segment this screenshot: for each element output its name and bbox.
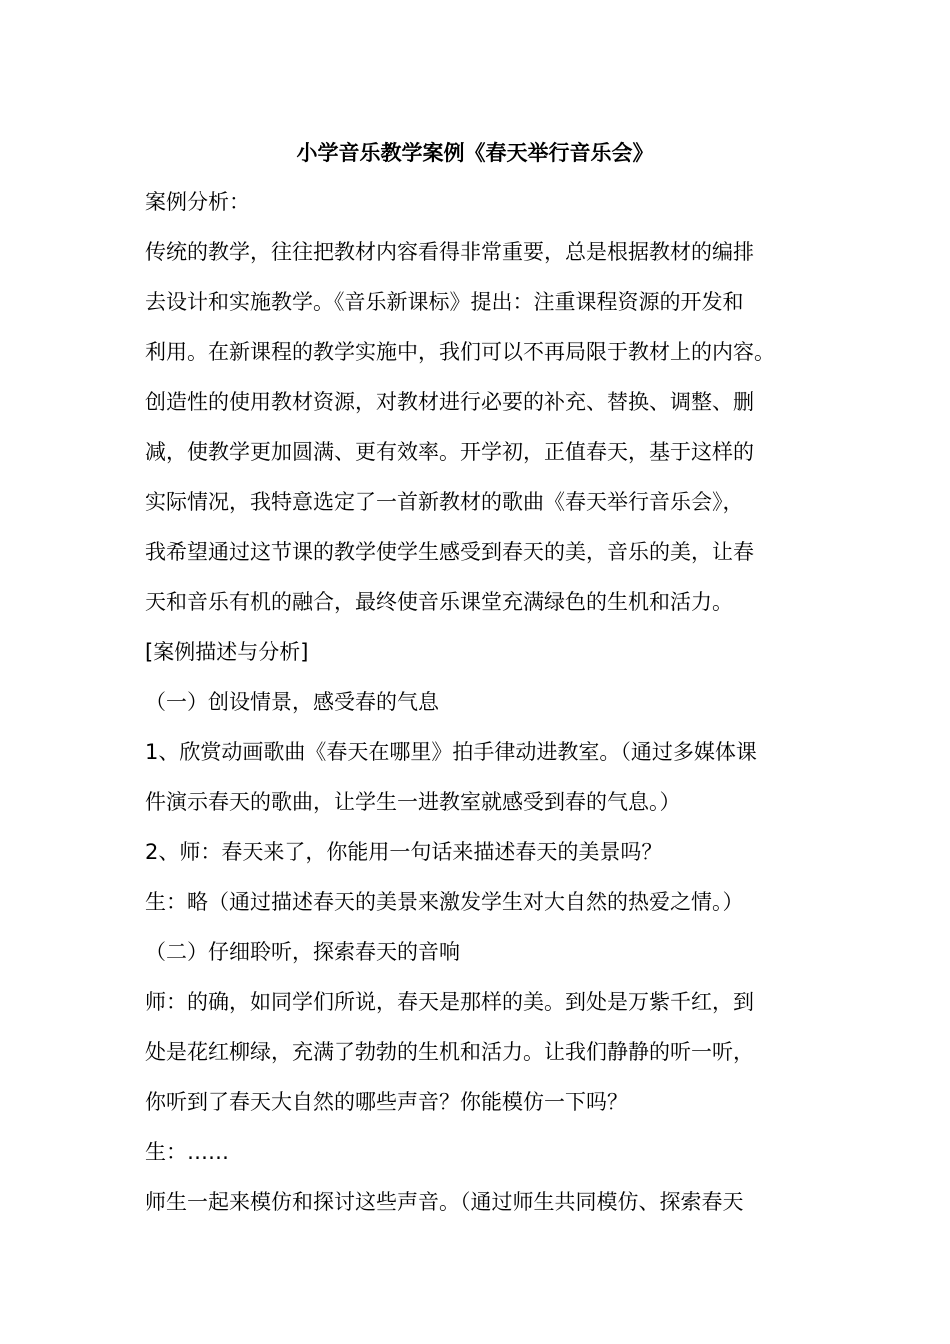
text-line: 去设计和实施教学。《音乐新课标》提出：注重课程资源的开发和 xyxy=(145,290,744,314)
document-title: 小学音乐教学案例《春天举行音乐会》 xyxy=(296,141,654,165)
text-line: 传统的教学，往往把教材内容看得非常重要，总是根据教材的编排 xyxy=(145,240,754,264)
text-line: 师：的确，如同学们所说，春天是那样的美。到处是万紫千红，到 xyxy=(145,990,754,1014)
text-line: 师生一起来模仿和探讨这些声音。（通过师生共同模仿、探索春天 xyxy=(145,1190,744,1214)
text-line: 天和音乐有机的融合，最终使音乐课堂充满绿色的生机和活力。 xyxy=(145,590,733,614)
section-heading: （二）仔细聆听，探索春天的音响 xyxy=(145,940,460,964)
text-line: 生：略（通过描述春天的美景来激发学生对大自然的热爱之情。） xyxy=(145,890,744,914)
text-line: 实际情况，我特意选定了一首新教材的歌曲《春天举行音乐会》， xyxy=(145,490,744,514)
text-line: 利用。在新课程的教学实施中，我们可以不再局限于教材上的内容。 xyxy=(145,340,775,364)
section-heading: [案例描述与分析] xyxy=(145,640,309,664)
text-line: 减，使教学更加圆满、更有效率。开学初，正值春天，基于这样的 xyxy=(145,440,754,464)
text-line: 我希望通过这节课的教学使学生感受到春天的美，音乐的美，让春 xyxy=(145,540,754,564)
text-line: 你听到了春天大自然的哪些声音？你能模仿一下吗？ xyxy=(145,1090,628,1114)
text-line: 案例分析： xyxy=(145,190,250,214)
text-line: 件演示春天的歌曲，让学生一进教室就感受到春的气息。） xyxy=(145,790,681,814)
section-heading: （一）创设情景，感受春的气息 xyxy=(145,690,439,714)
text-line: 处是花红柳绿，充满了勃勃的生机和活力。让我们静静的听一听， xyxy=(145,1040,754,1064)
text-line: 1、欣赏动画歌曲《春天在哪里》拍手律动进教室。（通过多媒体课 xyxy=(145,740,757,764)
text-line: 生：…… xyxy=(145,1140,229,1164)
text-line: 2、师：春天来了，你能用一句话来描述春天的美景吗？ xyxy=(145,840,663,864)
text-line: 创造性的使用教材资源，对教材进行必要的补充、替换、调整、删 xyxy=(145,390,754,414)
